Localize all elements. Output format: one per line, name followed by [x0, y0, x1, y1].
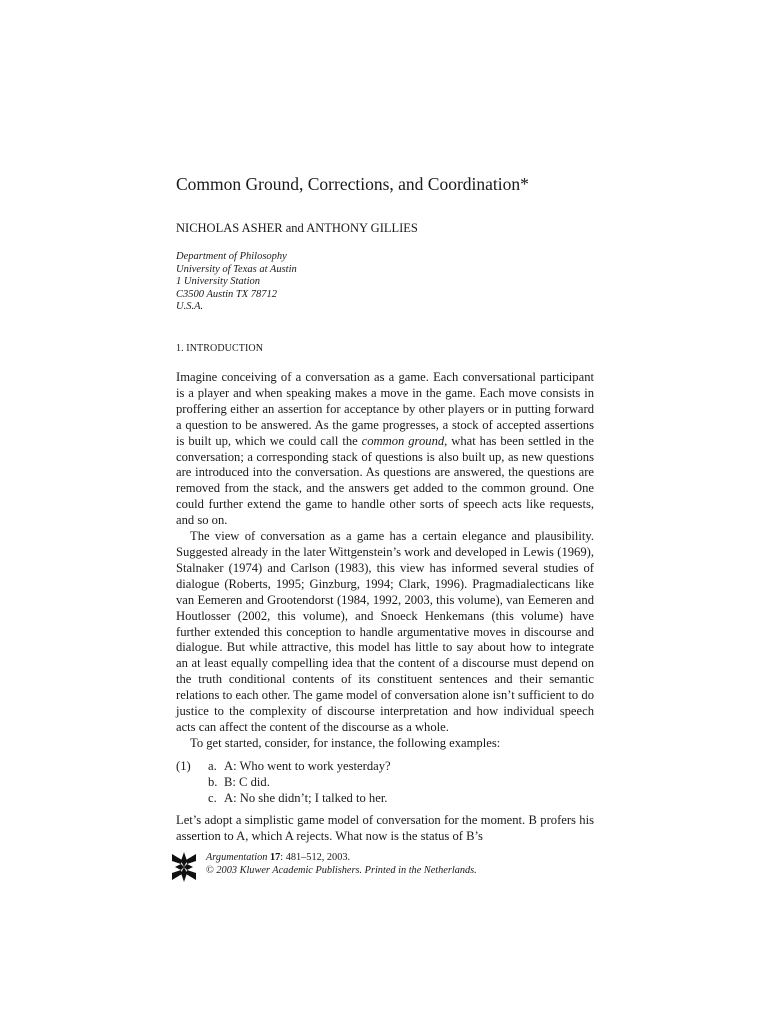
paragraph-1: [176, 370, 594, 529]
example-text: A: Who went to work yesterday?: [224, 758, 391, 773]
paragraph-4: Let’s adopt a simplistic game model of conversation for the moment. B profers his assertion to A, which A rejects. What now is the status of B’s: [176, 813, 594, 844]
paragraph-1-part-a: Imagine conceiving of a conversation as a game. Each conversational participant is a player and when speaking makes a move in the game. Each move consists in proffering either an assertion for acceptance by other players or in putting forward a question to be answered. As the game progresses, a stock of accepted assertions is built up, which we could call the: [176, 370, 594, 448]
affiliation-line: Department of Philosophy: [176, 251, 287, 262]
paragraph-3: To get started, consider, for instance, the following examples:: [190, 735, 501, 750]
example-block: [176, 759, 594, 807]
footer-line-journal: [206, 852, 477, 865]
journal-name: Argumentation: [206, 852, 268, 863]
example-letter: a.: [208, 758, 217, 773]
journal-pages-year: : 481–512, 2003.: [280, 852, 351, 863]
paragraph-1-part-b: , what has been settled in the conversation; a corresponding stack of questions is also built up, as new questions are introduced into the conversation. As questions are answered, the questions are removed from the stack, and the answers get added to the common ground. One could further extend the game to handle other sorts of speech acts like requests, and so on.: [176, 433, 594, 528]
example-text: A: No she didn’t; I talked to her.: [224, 790, 388, 805]
example-row: [176, 791, 594, 807]
example-letter: c.: [208, 790, 217, 805]
kluwer-logo-icon: [172, 852, 196, 882]
affiliation-line: C3500 Austin TX 78712: [176, 288, 278, 300]
journal-footer: [176, 852, 594, 884]
example-text: B: C did.: [224, 774, 270, 789]
example-number: (1): [176, 758, 191, 773]
affiliation-line: U.S.A.: [176, 301, 204, 313]
journal-volume: 17: [269, 852, 281, 863]
emphasized-term: common ground: [361, 433, 445, 448]
paper-authors: NICHOLAS ASHER and ANTHONY GILLIES: [176, 221, 418, 235]
section-heading: 1. INTRODUCTION: [176, 343, 264, 354]
body-text: [176, 370, 594, 845]
copyright-symbol: ©: [206, 864, 214, 876]
example-row: [176, 775, 594, 791]
affiliation-line: 1 University Station: [176, 276, 260, 288]
paragraph-2: The view of conversation as a game has a certain elegance and plausibility. Suggested already in the later Wittgenstein’s work and developed in Lewis (1969), Stalnaker (1974) and Carlson (1983), this view has informed several studies of dialogue (Roberts, 1995; Ginzburg, 1994; Clark, 1996). Pragmadialecticans like van Eemeren and Grootendorst (1984, 1992, 2003, this volume), van Eemeren and Houtlosser (2002, this volume), and Snoeck Henkemans (this volume) have further extended this conception to handle argumentative moves in discourse and dialogue. But while attractive, this model has little to say about how to integrate an at least equally compelling idea that the content of a discourse must depend on the truth conditional contents of its constituent sentences and their semantic relations to each other. The game model of conversation alone isn’t sufficient to do justice to the complexity of discourse interpretation and how individual speech acts can affect the content of the discourse as a whole.: [176, 529, 594, 734]
example-letter: b.: [208, 774, 218, 789]
paper-title: Common Ground, Corrections, and Coordination*: [176, 174, 529, 194]
footer-line-copyright: [206, 865, 477, 878]
copyright-text: 2003 Kluwer Academic Publishers. Printed in the Netherlands.: [216, 864, 477, 876]
footer-citation: [206, 852, 477, 877]
author-affiliation: [176, 251, 297, 314]
example-row: [176, 759, 594, 775]
affiliation-line: University of Texas at Austin: [176, 263, 297, 275]
